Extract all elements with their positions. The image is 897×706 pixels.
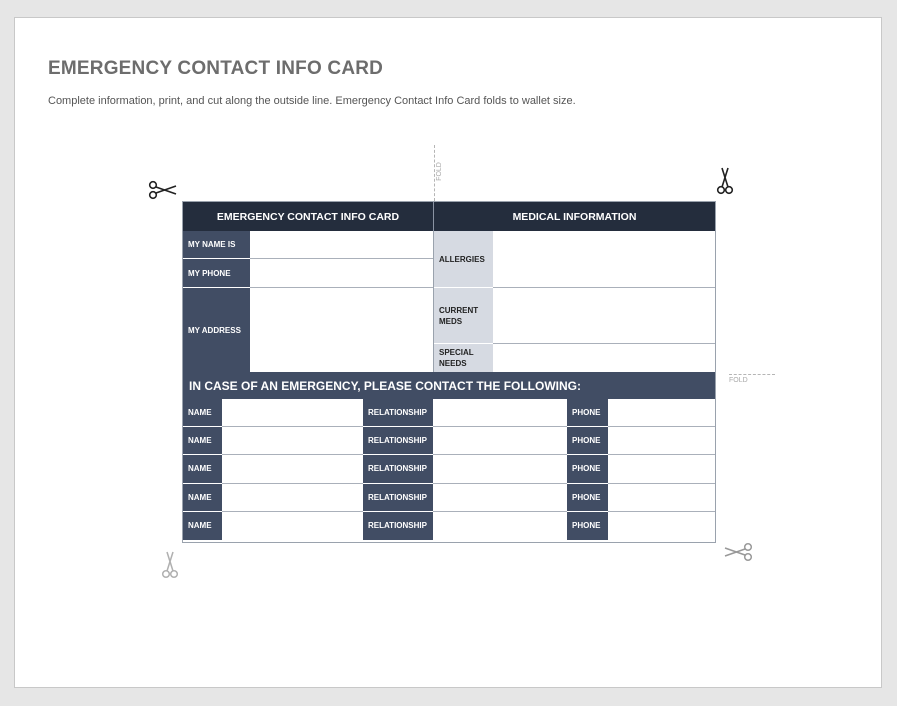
my-name-label: MY NAME IS bbox=[183, 231, 250, 259]
special-needs-label: SPECIAL NEEDS bbox=[434, 344, 493, 372]
horizontal-fold-line bbox=[729, 374, 775, 375]
document-page bbox=[14, 17, 882, 688]
contact-relationship-field[interactable] bbox=[433, 512, 567, 540]
vertical-fold-label: FOLD bbox=[435, 162, 443, 181]
contact-relationship-field[interactable] bbox=[433, 427, 567, 455]
contact-relationship-label: RELATIONSHIP bbox=[363, 512, 433, 540]
contact-phone-field[interactable] bbox=[608, 455, 715, 483]
scissors-icon bbox=[160, 550, 180, 580]
contact-name-label: NAME bbox=[183, 484, 222, 512]
scissors-icon bbox=[148, 180, 178, 200]
contact-relationship-label: RELATIONSHIP bbox=[363, 484, 433, 512]
emergency-contact-banner: IN CASE OF AN EMERGENCY, PLEASE CONTACT THE FOLLOWING: bbox=[183, 372, 715, 399]
my-phone-label: MY PHONE bbox=[183, 259, 250, 288]
contact-phone-field[interactable] bbox=[608, 399, 715, 427]
my-address-field[interactable] bbox=[250, 288, 433, 372]
card-left-header: EMERGENCY CONTACT INFO CARD bbox=[183, 202, 433, 231]
page-title: EMERGENCY CONTACT INFO CARD bbox=[48, 58, 384, 79]
contact-phone-label: PHONE bbox=[567, 484, 608, 512]
contact-phone-label: PHONE bbox=[567, 427, 608, 455]
contact-phone-label: PHONE bbox=[567, 455, 608, 483]
header-divider bbox=[433, 202, 434, 231]
contact-phone-field[interactable] bbox=[608, 512, 715, 540]
contact-phone-field[interactable] bbox=[608, 484, 715, 512]
current-meds-field[interactable] bbox=[493, 288, 715, 344]
contact-phone-label: PHONE bbox=[567, 512, 608, 540]
contact-name-label: NAME bbox=[183, 427, 222, 455]
scissors-icon bbox=[715, 166, 735, 196]
contact-phone-field[interactable] bbox=[608, 427, 715, 455]
allergies-label: ALLERGIES bbox=[434, 231, 493, 288]
my-phone-field[interactable] bbox=[250, 259, 433, 288]
contact-relationship-field[interactable] bbox=[433, 484, 567, 512]
contact-name-field[interactable] bbox=[222, 484, 363, 512]
contact-relationship-field[interactable] bbox=[433, 399, 567, 427]
instructions-text: Complete information, print, and cut along the outside line. Emergency Contact Info Card folds to wallet size. bbox=[48, 95, 576, 107]
contact-name-field[interactable] bbox=[222, 427, 363, 455]
contact-name-field[interactable] bbox=[222, 399, 363, 427]
medical-info-header: MEDICAL INFORMATION bbox=[434, 202, 715, 231]
scissors-icon bbox=[723, 542, 753, 562]
contact-name-field[interactable] bbox=[222, 455, 363, 483]
contact-name-label: NAME bbox=[183, 399, 222, 427]
emergency-contact-card bbox=[182, 201, 716, 543]
my-address-label: MY ADDRESS bbox=[183, 288, 250, 372]
special-needs-field[interactable] bbox=[493, 344, 715, 372]
contact-relationship-label: RELATIONSHIP bbox=[363, 455, 433, 483]
contact-relationship-label: RELATIONSHIP bbox=[363, 399, 433, 427]
contact-relationship-label: RELATIONSHIP bbox=[363, 427, 433, 455]
my-name-field[interactable] bbox=[250, 231, 433, 259]
contact-name-label: NAME bbox=[183, 512, 222, 540]
contact-phone-label: PHONE bbox=[567, 399, 608, 427]
contact-name-field[interactable] bbox=[222, 512, 363, 540]
current-meds-label: CURRENT MEDS bbox=[434, 288, 493, 344]
contact-name-label: NAME bbox=[183, 455, 222, 483]
horizontal-fold-label: FOLD bbox=[729, 377, 748, 384]
contact-relationship-field[interactable] bbox=[433, 455, 567, 483]
allergies-field[interactable] bbox=[493, 231, 715, 288]
